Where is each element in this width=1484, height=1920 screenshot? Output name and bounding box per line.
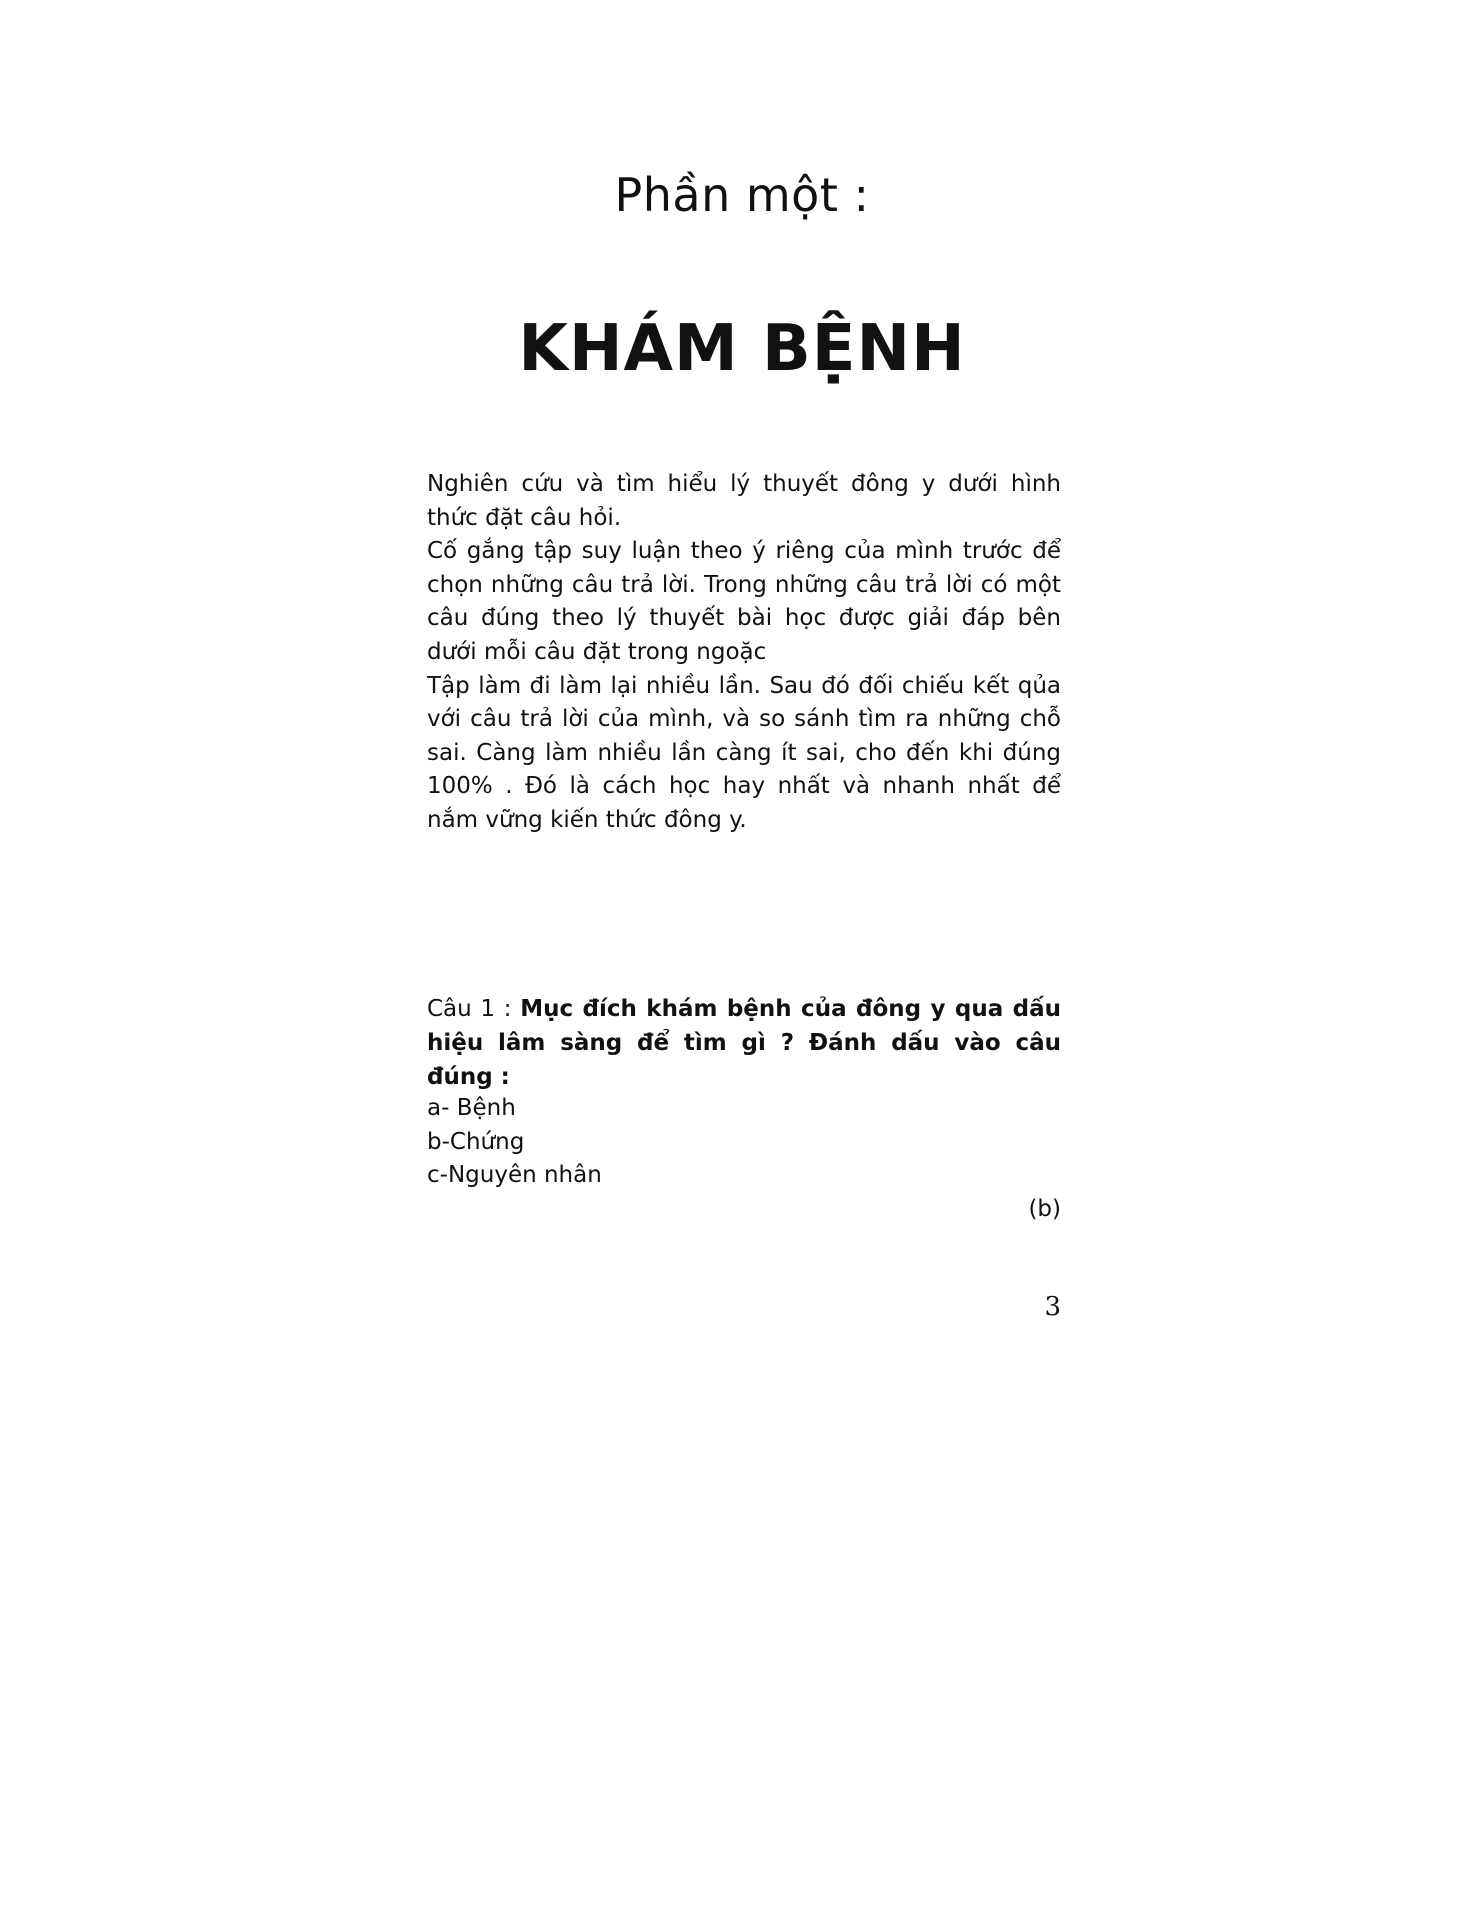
question-1 <box>427 992 1061 1094</box>
correct-answer: (b) <box>1028 1196 1061 1222</box>
option-a: a- Bệnh <box>427 1095 516 1121</box>
question-label: Câu 1 : <box>427 996 521 1022</box>
section-title: KHÁM BỆNH <box>518 312 966 386</box>
question-text: Mục đích khám bệnh của đông y qua dấu hiệu lâm sàng để tìm gì ? Đánh dấu vào câu đúng : <box>427 996 1061 1090</box>
option-c: c-Nguyên nhân <box>427 1162 602 1189</box>
intro-paragraph: Tập làm đi làm lại nhiều lần. Sau đó đối chiếu kết qủa với câu trả lời của mình, và so sánh tìm ra những chỗ sai. Càng làm nhiều lần càng ít sai, cho đến khi đúng 100% . Đó là cách học hay nhất và nhanh nhất để nắm vững kiến thức đông y. <box>427 672 1061 833</box>
part-title: Phần một : <box>614 168 870 222</box>
page-number: 3 <box>1044 1292 1061 1322</box>
intro-text <box>427 468 1061 838</box>
intro-paragraph: Nghiên cứu và tìm hiểu lý thuyết đông y dưới hình thức đặt câu hỏi. <box>427 471 1061 531</box>
answer-options <box>427 1092 1061 1193</box>
option-b: b-Chứng <box>427 1128 525 1155</box>
intro-paragraph: Cố gắng tập suy luận theo ý riêng của mình trước để chọn những câu trả lời. Trong những câu trả lời có một câu đúng theo lý thuyết bài học được giải đáp bên dưới mỗi câu đặt trong ngoặc <box>427 538 1061 665</box>
